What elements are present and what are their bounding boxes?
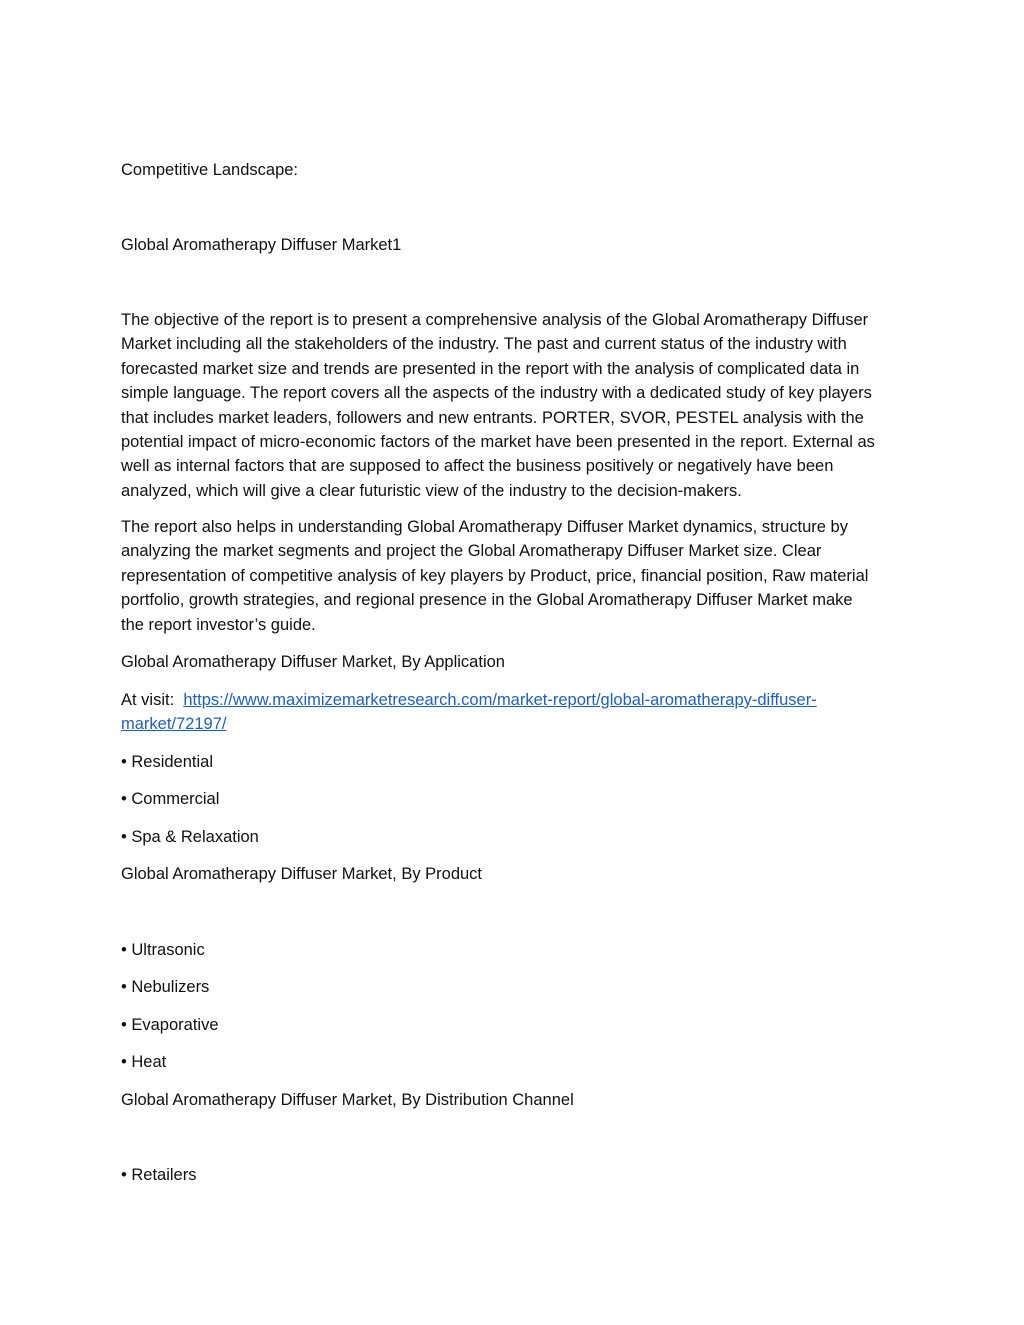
paragraph-line: forecasted market size and trends are presented in the report with the analysis of complicated data in <box>121 359 860 378</box>
paragraph-line: analyzing the market segments and project the Global Aromatherapy Diffuser Market size. Clear <box>121 542 822 561</box>
competitive-landscape-heading: Competitive Landscape: <box>121 161 299 179</box>
by-product-heading: Global Aromatherapy Diffuser Market, By Product <box>121 865 483 883</box>
paragraph-line: analyzed, which will give a clear futuristic view of the industry to the decision-makers. <box>121 481 742 500</box>
objective-paragraph <box>121 308 911 503</box>
paragraph-line: The report also helps in understanding Global Aromatherapy Diffuser Market dynamics, structure by <box>121 518 848 536</box>
list-item-residential: • Residential <box>121 753 213 771</box>
report-link-continued[interactable]: market/72197/ <box>121 715 227 734</box>
paragraph-line: well as internal factors that are supposed to affect the business positively or negatively have been <box>121 457 834 476</box>
list-item-evaporative: • Evaporative <box>121 1016 219 1034</box>
paragraph-line: the report investor’s guide. <box>121 615 316 634</box>
list-item-ultrasonic: • Ultrasonic <box>121 941 205 959</box>
paragraph-line: representation of competitive analysis of key players by Product, price, financial position, Raw material <box>121 566 869 585</box>
visit-label: At visit: <box>121 691 175 709</box>
visit-block <box>121 688 911 737</box>
list-item-heat: • Heat <box>121 1053 167 1071</box>
paragraph-line: potential impact of micro-economic factors of the market have been presented in the report. External as <box>121 433 875 452</box>
paragraph-line: Market including all the stakeholders of the industry. The past and current status of the industry with <box>121 335 847 354</box>
list-item-spa-relaxation: • Spa & Relaxation <box>121 828 259 846</box>
dynamics-paragraph <box>121 515 911 637</box>
by-application-heading: Global Aromatherapy Diffuser Market, By Application <box>121 653 505 671</box>
list-item-retailers: • Retailers <box>121 1166 197 1184</box>
paragraph-line: portfolio, growth strategies, and regional presence in the Global Aromatherapy Diffuser Market make <box>121 591 853 610</box>
report-link[interactable]: https://www.maximizemarketresearch.com/market-report/global-aromatherapy-diffuser- <box>183 691 817 709</box>
paragraph-line: simple language. The report covers all the aspects of the industry with a dedicated study of key players <box>121 384 872 403</box>
by-distribution-heading: Global Aromatherapy Diffuser Market, By Distribution Channel <box>121 1091 574 1109</box>
market-title: Global Aromatherapy Diffuser Market1 <box>121 236 402 254</box>
paragraph-line: that includes market leaders, followers and new entrants. PORTER, SVOR, PESTEL analysis with the <box>121 408 864 427</box>
paragraph-line: The objective of the report is to present a comprehensive analysis of the Global Aromatherapy Diffuser <box>121 311 869 329</box>
list-item-commercial: • Commercial <box>121 790 220 808</box>
list-item-nebulizers: • Nebulizers <box>121 978 210 996</box>
